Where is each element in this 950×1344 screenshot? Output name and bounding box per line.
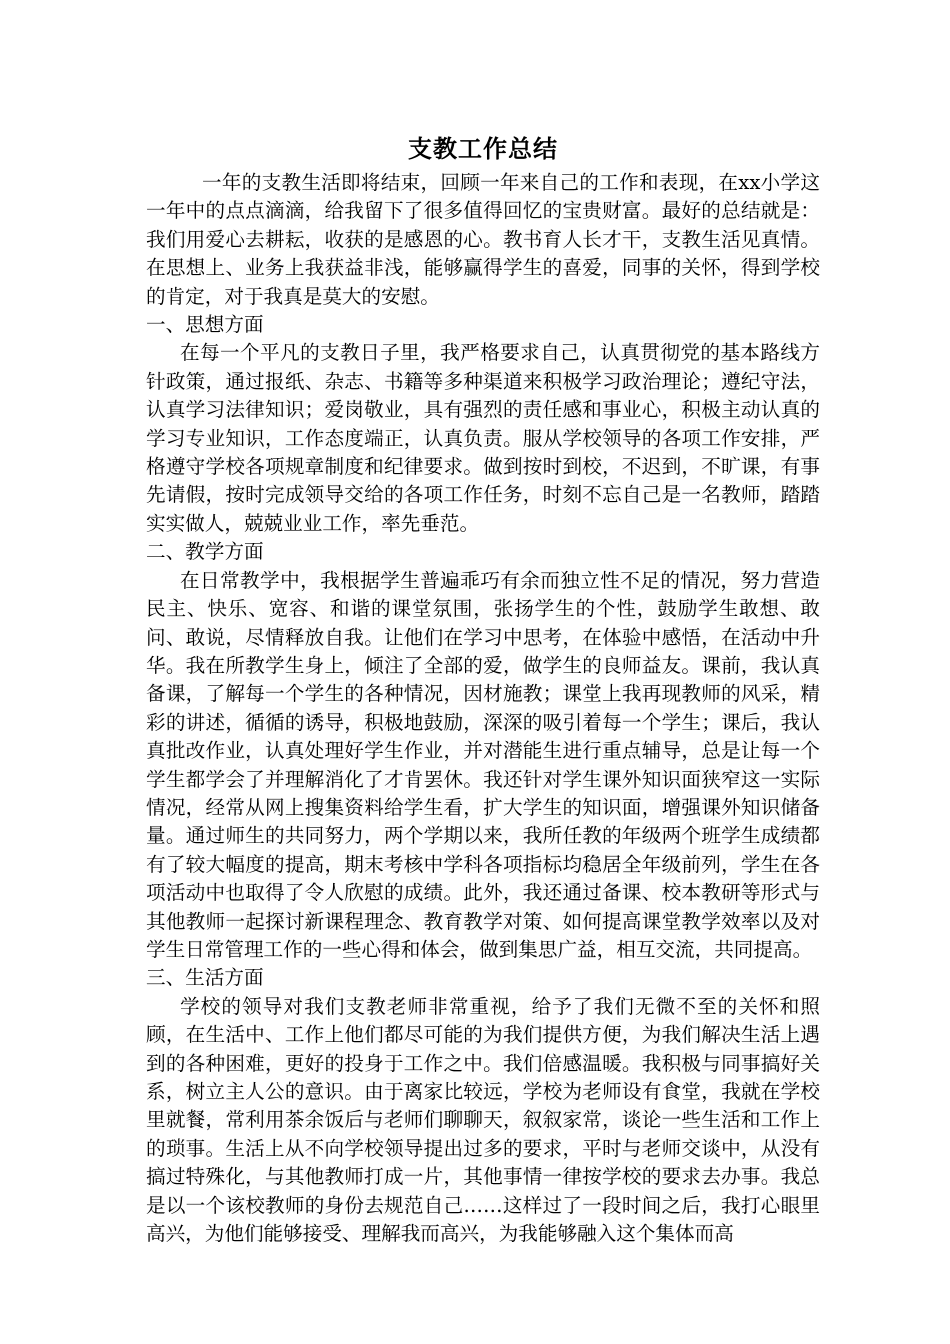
section-heading-teaching: 二、教学方面 — [146, 540, 264, 564]
section-body-teaching: 在日常教学中，我根据学生普遍乖巧有余而独立性不足的情况，努力营造民主、快乐、宽容、和谐的课堂氛围，张扬学生的个性，鼓励学生敢想、敢问、敢说，尽情释放自我。让他们在学习中思考，在体验中感悟，在活动中升华。我在所教学生身上，倾注了全部的爱，做学生的良师益友。课前，我认真备课，了解每一个学生的各种情况，因材施教；课堂上我再现教师的风采，精彩的讲述，循循的诱导，积极地鼓励，深深的吸引着每一个学生；课后，我认真批改作业，认真处理好学生作业，并对潜能生进行重点辅导，总是让每一个学生都学会了并理解消化了才肯罢休。我还针对学生课外知识面狭窄这一实际情况，经常从网上搜集资料给学生看，扩大学生的知识面，增强课外知识储备量。通过师生的共同努力，两个学期以来，我所任教的年级两个班学生成绩都有了较大幅度的提高，期末考核中学科各项指标均稳居全年级前列，学生在各项活动中也取得了令人欣慰的成绩。此外，我还通过备课、校本教研等形式与其他教师一起探讨新课程理念、教育教学对策、如何提高课堂教学效率以及对学生日常管理工作的一些心得和体会，做到集思广益，相互交流，共同提高。 — [146, 568, 820, 961]
section-body-thought: 在每一个平凡的支教日子里，我严格要求自己，认真贯彻党的基本路线方针政策，通过报纸、杂志、书籍等多种渠道来积极学习政治理论；遵纪守法，认真学习法律知识；爱岗敬业，具有强烈的责任感和事业心，积极主动认真的学习专业知识，工作态度端正，认真负责。服从学校领导的各项工作安排，严格遵守学校各项规章制度和纪律要求。做到按时到校，不迟到，不旷课，有事先请假，按时完成领导交给的各项工作任务，时刻不忘自己是一名教师，踏踏实实做人，兢兢业业工作，率先垂范。 — [146, 341, 820, 535]
section-body-life: 学校的领导对我们支教老师非常重视，给予了我们无微不至的关怀和照顾，在生活中、工作上他们都尽可能的为我们提供方便，为我们解决生活上遇到的各种困难，更好的投身于工作之中。我们倍感温暖。我积极与同事搞好关系，树立主人公的意识。由于离家比较远，学校为老师设有食堂，我就在学校里就餐，常利用茶余饭后与老师们聊聊天，叙叙家常，谈论一些生活和工作上的琐事。生活上从不向学校领导提出过多的要求，平时与老师交谈中，从没有搞过特殊化，与其他教师打成一片，其他事情一律按学校的要求去办事。我总是以一个该校教师的身份去规范自己……这样过了一段时间之后，我打心眼里高兴，为他们能够接受、理解我而高兴，为我能够融入这个集体而高 — [146, 994, 820, 1246]
section-heading-life: 三、生活方面 — [146, 966, 264, 990]
document-content — [146, 133, 820, 1248]
section-heading-thought: 一、思想方面 — [146, 313, 264, 337]
document-title: 支教工作总结 — [408, 135, 558, 163]
intro-paragraph: 一年的支教生活即将结束，回顾一年来自己的工作和表现，在xx小学这一年中的点点滴滴，给我留下了很多值得回忆的宝贵财富。最好的总结就是：我们用爱心去耕耘，收获的是感恩的心。教书育人长才干，支教生活见真情。在思想上、业务上我获益非浅，能够赢得学生的喜爱，同事的关怀，得到学校的肯定，对于我真是莫大的安慰。 — [146, 171, 820, 308]
